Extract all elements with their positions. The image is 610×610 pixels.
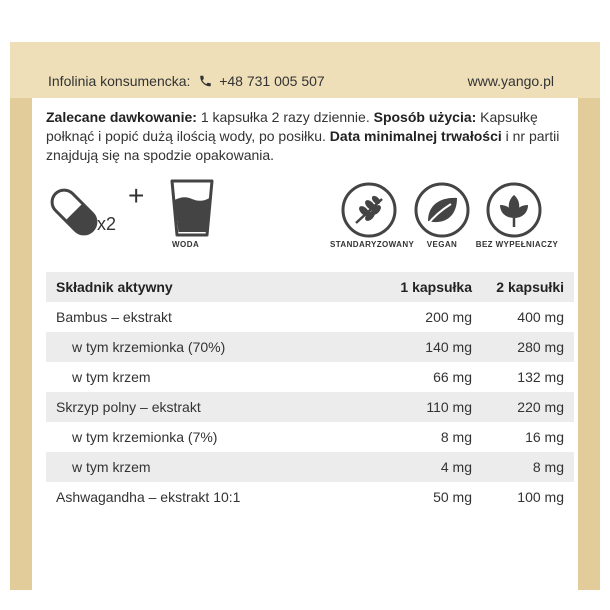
amount-one-capsule: 200 mg [425,309,472,325]
amount-one-capsule: 66 mg [433,369,472,385]
amount-one-capsule: 110 mg [322,392,472,422]
table-row [46,452,574,482]
badge-label-vegan: VEGAN [426,240,458,249]
water-glass-icon [168,178,216,238]
amount-one-capsule: 50 mg [433,489,472,505]
amount-two-capsules: 16 mg [525,429,564,445]
ingredient-name: Ashwagandha – ekstrakt 10:1 [56,489,241,505]
use-label: Sposób użycia: [373,109,477,125]
dosage-text [46,108,574,165]
capsule-count: x2 [97,214,117,234]
leaf-branch-icon [340,181,398,239]
amount-two-capsules: 8 mg [472,452,574,482]
table-row [46,392,574,422]
date-label: Data minimalnej trwałości [329,128,502,144]
website-link[interactable]: www.yango.pl [467,73,554,89]
ingredient-name: Skrzyp polny – ekstrakt [46,392,322,422]
table-header-row [46,272,574,302]
column-header-ingredient: Składnik aktywny [46,272,322,302]
plant-icon [485,181,543,239]
amount-two-capsules: 100 mg [517,489,564,505]
ingredient-name: w tym krzem [72,369,151,385]
amount-one-capsule: 140 mg [322,332,472,362]
ingredient-name: w tym krzemionka (70%) [46,332,322,362]
contact-bar [10,42,600,98]
amount-two-capsules: 280 mg [472,332,574,362]
capsule-icon [46,182,102,242]
use-value: Kapsułkę połknąć i popić dużą ilością wody, po posiłku. [46,109,538,144]
badge-label-standardized: STANDARYZOWANY [330,240,415,249]
table-row [46,362,574,392]
ingredient-name: w tym krzemionka (7%) [72,429,218,445]
icon-row [32,178,578,256]
hotline-label: Infolinia konsumencka: [48,73,191,89]
dose-label: Zalecane dawkowanie: [46,109,197,125]
phone-icon [198,74,213,88]
phone-number[interactable]: +48 731 005 507 [219,73,325,89]
column-header-two-capsules: 2 kapsułki [472,272,574,302]
table-row [46,422,574,452]
amount-one-capsule: 8 mg [440,429,472,445]
table-row [46,302,574,332]
ingredient-name: Bambus – ekstrakt [56,309,172,325]
info-panel [32,98,578,590]
amount-one-capsule: 4 mg [322,452,472,482]
ingredient-name: w tym krzem [46,452,322,482]
leaf-icon [413,181,471,239]
amount-two-capsules: 220 mg [472,392,574,422]
table-row [46,332,574,362]
date-value: i nr partii znajdują się na spodzie opakowania. [46,128,560,163]
badge-label-no-fillers: BEZ WYPEŁNIACZY [475,240,559,249]
plus-sign: + [128,180,145,211]
dose-value: 1 kapsułka 2 razy dziennie. [196,109,374,125]
water-label: WODA [172,240,200,249]
amount-two-capsules: 132 mg [517,369,564,385]
amount-two-capsules: 400 mg [517,309,564,325]
column-header-one-capsule: 1 kapsułka [322,272,472,302]
hotline [48,73,325,89]
ingredients-table [46,272,574,512]
table-row [46,482,574,512]
